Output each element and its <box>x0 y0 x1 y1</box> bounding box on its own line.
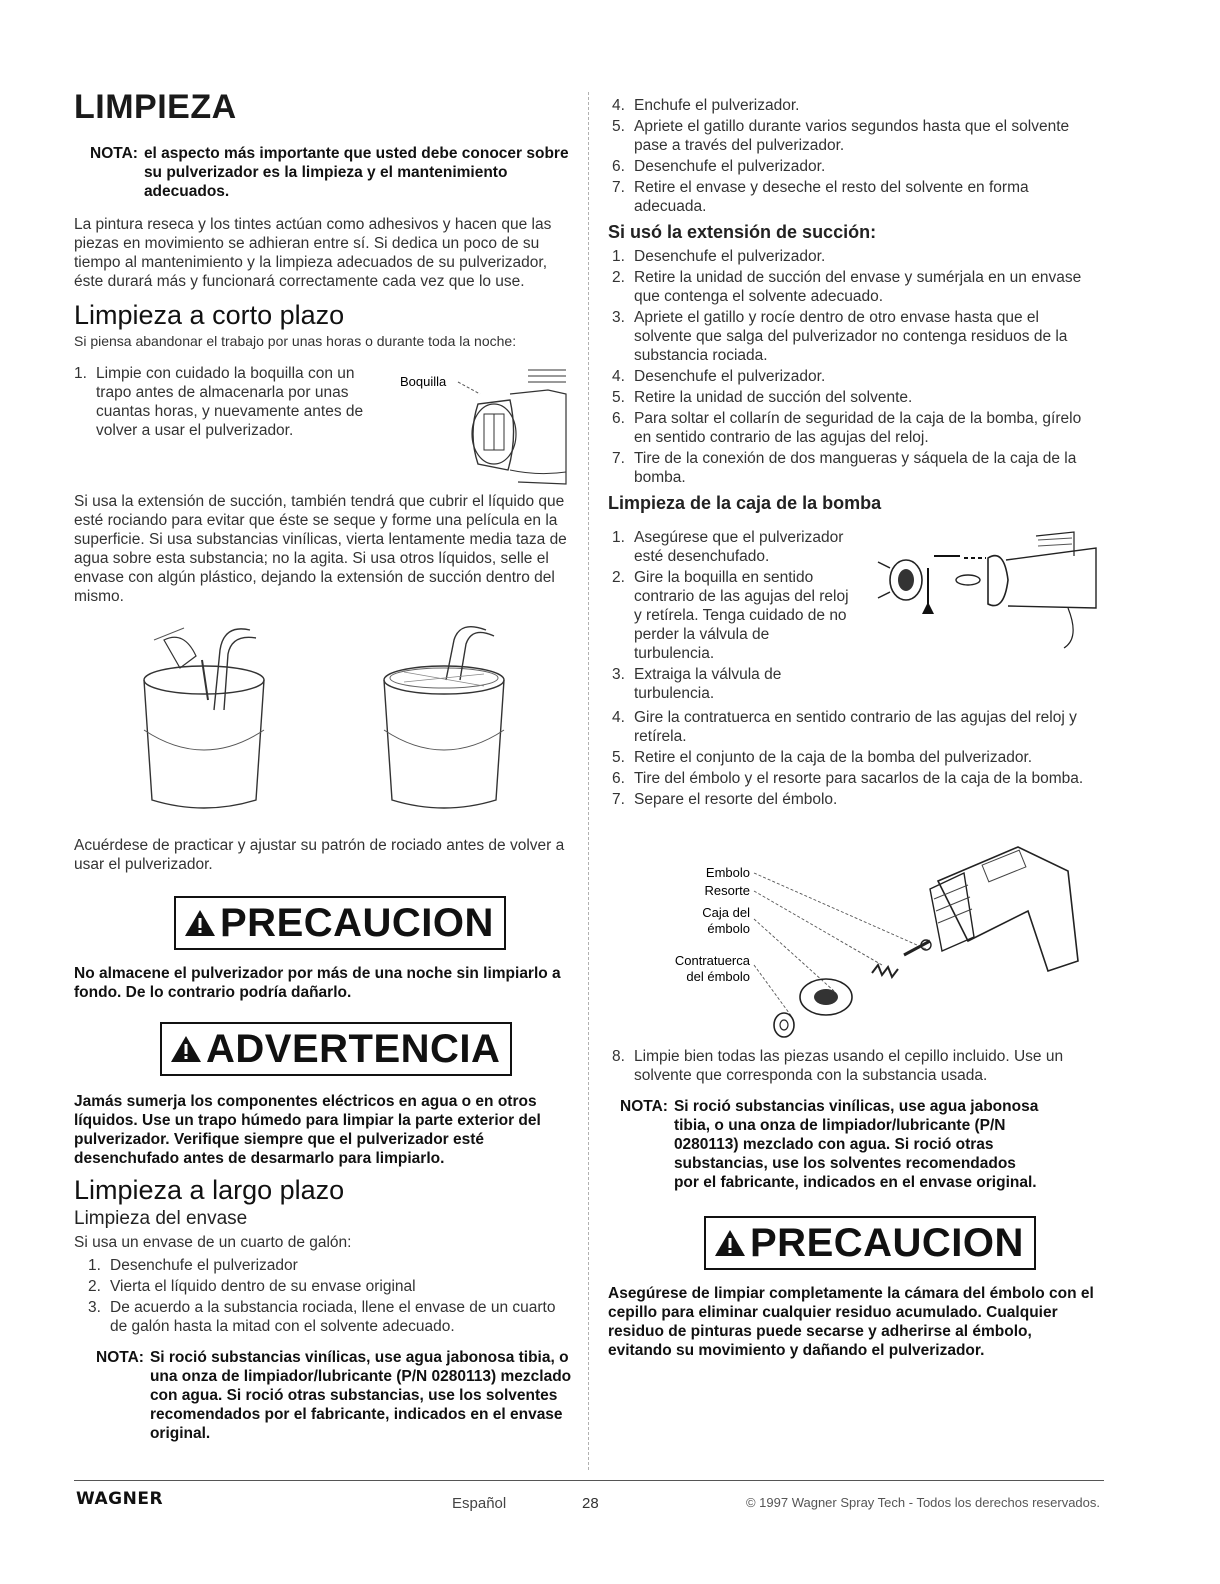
list-item: 3. Extraiga la válvula de turbulencia. <box>612 666 782 702</box>
list-item: 4. Enchufe el pulverizador. <box>612 97 800 114</box>
list-item: 1. Desenchufe el pulverizador. <box>612 248 826 265</box>
precaucion-text-right: Asegúrese de limpiar completamente la cámara del émbolo con el cepillo para eliminar cualquier residuo acumulado. Cualquier residuo de pinturas puede secarse y adherirse al émbolo, evitando su movimiento y dañando el pulverizador. <box>608 1285 1094 1359</box>
precaucion-box-left <box>174 896 572 950</box>
caja-label-2: émbolo <box>707 921 750 936</box>
contratuerca-label-2: del émbolo <box>686 969 750 984</box>
contratuerca-label-1: Contratuerca <box>674 953 750 968</box>
short-term-intro: Si piensa abandonar el trabajo por unas horas o durante toda la noche: <box>74 333 517 350</box>
list-item: 3. De acuerdo a la substancia rociada, llene el envase de un cuarto de galón hasta la mitad con el solvente adecuado. <box>88 1299 556 1336</box>
top-steps <box>612 96 1098 216</box>
short-term-step-block <box>74 364 572 490</box>
bomba-step-block <box>608 528 1098 708</box>
right-column <box>608 96 1098 1360</box>
succion-heading: Si usó la extensión de succión: <box>608 222 877 242</box>
column-divider <box>588 92 589 1470</box>
caja-label-1: Caja del <box>702 905 750 920</box>
envase-steps <box>88 1256 572 1336</box>
advertencia-text: Jamás sumerja los componentes eléctricos en agua o en otros líquidos. Use un trapo húmedo para limpiar la parte exterior del pulverizador. Verifique siempre que el pulverizador esté desenchufado antes de desarmarlo para limpiarlo. <box>74 1093 541 1168</box>
step-8 <box>612 1047 1098 1085</box>
list-item: 5. Retire el conjunto de la caja de la bomba del pulverizador. <box>612 749 1033 766</box>
step-number: 1. <box>74 365 87 383</box>
nota-vinilicas-left <box>96 1348 572 1443</box>
nota-text: el aspecto más importante que usted debe conocer sobre su pulverizador es la limpieza y el mantenimiento adecuados. <box>143 144 569 200</box>
list-item: 6. Desenchufe el pulverizador. <box>612 158 826 175</box>
nota-text: Si roció substancias vinílicas, use agua jabonosa tibia, o una onza de limpiador/lubricante (P/N 0280113) mezclado con agua. Si roció otras substancias, use los solventes recomendados por el fabricante, indicados en el envase original. <box>673 1098 1039 1191</box>
list-item: 7. Separe el resorte del émbolo. <box>612 791 838 808</box>
list-item: 3. Apriete el gatillo y rocíe dentro de otro envase hasta que el solvente que salga del pulverizador no contenga residuos de la substancia rociada. <box>612 309 1068 364</box>
page-number: 28 <box>582 1495 599 1512</box>
bomba-steps-b <box>612 708 1098 809</box>
list-item: 6. Tire del émbolo y el resorte para sacarlos de la caja de la bomba. <box>612 770 1084 787</box>
advertencia-box <box>160 1022 572 1076</box>
resorte-label: Resorte <box>704 883 750 898</box>
left-column <box>74 90 572 1443</box>
precaucion-badge <box>174 896 506 950</box>
page-title: LIMPIEZA <box>74 88 237 126</box>
nota-text: Si roció substancias vinílicas, use agua jabonosa tibia, o una onza de limpiador/lubricante (P/N 0280113) mezclado con agua. Si roció otras substancias, use los solventes recomendados por el fabricante, indicados en el envase original. <box>149 1349 572 1443</box>
bomba-heading: Limpieza de la caja de la bomba <box>608 493 882 513</box>
list-item: 5. Retire la unidad de succión del solvente. <box>612 389 913 406</box>
list-item: 4. Desenchufe el pulverizador. <box>612 368 826 385</box>
list-item: 6. Para soltar el collarín de seguridad de la caja de la bomba, gírelo en sentido contrario de las agujas del reloj. <box>612 410 1082 446</box>
list-item: 2. Gire la boquilla en sentido contrario de las agujas del reloj y retírela. Tenga cuidado de no perder la válvula de turbulencia. <box>612 569 849 662</box>
page-footer <box>74 1480 1104 1521</box>
intro-paragraph: La pintura reseca y los tintes actúan como adhesivos y hacen que las piezas en movimiento se adhieran entre sí. Si dedica un poco de su tiempo al mantenimiento y la limpieza adecuados de su pulverizador, éste durará más y funcionará correctamente cada vez que lo use. <box>74 215 552 290</box>
list-item: 5. Apriete el gatillo durante varios segundos hasta que el solvente pase a través del pulverizador. <box>612 118 1070 154</box>
short-step-1 <box>74 364 384 440</box>
envase-heading: Limpieza del envase <box>74 1208 248 1230</box>
list-item: 7. Tire de la conexión de dos mangueras y sáquela de la caja de la bomba. <box>612 450 1077 486</box>
list-item: 8. Limpie bien todas las piezas usando el cepillo incluido. Use un solvente que corresponda con la substancia usada. <box>612 1048 1064 1084</box>
boquilla-label: Boquilla <box>400 374 447 390</box>
nota-vinilicas-right <box>620 1097 1040 1192</box>
step-text: Limpie con cuidado la boquilla con un trapo antes de almacenarla por unas cuantas horas, y nuevamente antes de volver a usar el pulverizador. <box>96 365 364 440</box>
precaucion-text-left: No almacene el pulverizador por más de una noche sin limpiarlo a fondo. De lo contrario podría dañarlo. <box>74 965 561 1002</box>
embolo-label: Embolo <box>705 865 750 880</box>
nota-importance <box>90 144 572 201</box>
list-item: 1. Asegúrese que el pulverizador esté desenchufado. <box>612 529 844 565</box>
wagner-logo: WAGNER <box>76 1489 164 1509</box>
list-item: 2. Vierta el líquido dentro de su envase original <box>88 1278 416 1296</box>
precaucion-box-right <box>704 1216 1098 1270</box>
precaucion-label: PRECAUCION <box>220 901 494 946</box>
warning-triangle-icon <box>714 1228 746 1258</box>
suction-extension-paragraph: Si usa la extensión de succión, también tendrá que cubrir el líquido que esté rociando para evitar que éste se seque y forme una película en la superficie. Si usa substancias vinílicas, vierta lentamente media taza de agua sobre esta substancia; no la agita. Si usa otros líquidos, selle el envase con algún plástico, dejando la extensión de succión dentro del mismo. <box>74 493 567 606</box>
envase-intro: Si usa un envase de un cuarto de galón: <box>74 1234 352 1252</box>
warning-triangle-icon <box>170 1034 202 1064</box>
precaucion-badge <box>704 1216 1036 1270</box>
practice-paragraph: Acuérdese de practicar y ajustar su patrón de rociado antes de volver a usar el pulverizador. <box>74 837 565 874</box>
advertencia-label: ADVERTENCIA <box>206 1027 501 1072</box>
nozzle-illustration <box>398 364 568 490</box>
footer-language: Español <box>452 1495 507 1512</box>
list-item: 7. Retire el envase y deseche el resto del solvente en forma adecuada. <box>612 179 1029 215</box>
bomba-steps-a <box>612 528 852 703</box>
list-item: 4. Gire la contratuerca en sentido contrario de las agujas del reloj y retírela. <box>612 709 1077 745</box>
nota-label: NOTA: <box>90 144 138 162</box>
precaucion-label: PRECAUCION <box>750 1221 1024 1265</box>
long-term-heading: Limpieza a largo plazo <box>74 1175 345 1206</box>
succion-steps <box>612 247 1098 487</box>
nota-label: NOTA: <box>620 1098 668 1115</box>
advertencia-badge <box>160 1022 512 1076</box>
short-term-heading: Limpieza a corto plazo <box>74 299 345 330</box>
list-item: 1. Desenchufe el pulverizador <box>88 1257 298 1275</box>
nota-label: NOTA: <box>96 1349 144 1367</box>
paint-bucket-illustration <box>74 620 572 830</box>
warning-triangle-icon <box>184 908 216 938</box>
footer-copyright: © 1997 Wagner Spray Tech - Todos los derechos reservados. <box>745 1495 1100 1510</box>
nozzle-removal-illustration <box>868 528 1098 658</box>
plunger-exploded-illustration <box>608 841 1098 1041</box>
list-item: 2. Retire la unidad de succión del envase y sumérjala en un envase que contenga el solvente adecuado. <box>612 269 1082 305</box>
